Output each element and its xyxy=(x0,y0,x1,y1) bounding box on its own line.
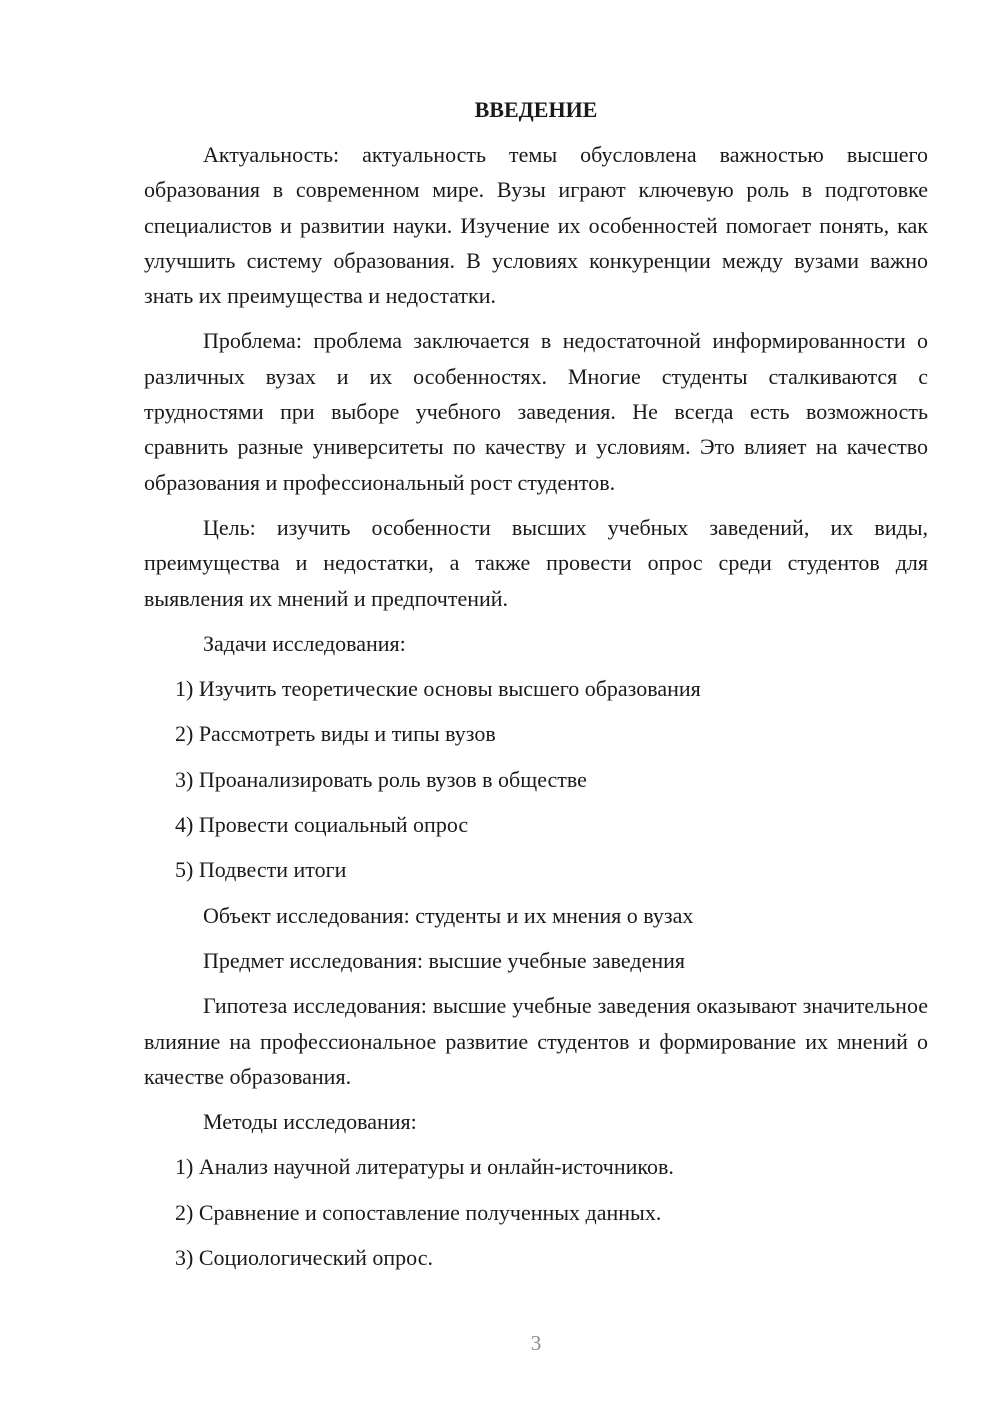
tasks-heading: Задачи исследования: xyxy=(203,630,406,656)
list-item: 3) Проанализировать роль вузов в обществе xyxy=(175,766,587,792)
problem-paragraph: Проблема: проблема заключается в недостаточной информированности о различных вузах и их особенностях. Многие студенты сталкиваются с трудностями при выборе учебного заведения. Не всегда есть возможность сравнить разные университеты по качеству и условиям. Это влияет на качество образования и профессиональный рост студентов. xyxy=(144,328,928,495)
list-item: 3) Социологический опрос. xyxy=(175,1245,433,1271)
hypothesis-paragraph: Гипотеза исследования: высшие учебные заведения оказывают значительное влияние на профессиональное развитие студентов и формирование их мнений о качестве образования. xyxy=(144,993,928,1089)
list-item: 1) Изучить теоретические основы высшего образования xyxy=(175,676,701,702)
page-title: ВВЕДЕНИЕ xyxy=(474,97,598,122)
tasks-list xyxy=(144,671,928,887)
list-item: 1) Анализ научной литературы и онлайн-источников. xyxy=(175,1154,674,1180)
research-subject: Предмет исследования: высшие учебные заведения xyxy=(203,947,686,973)
methods-heading: Методы исследования: xyxy=(203,1109,417,1135)
document-body xyxy=(144,92,928,1285)
goal-paragraph: Цель: изучить особенности высших учебных заведений, их виды, преимущества и недостатки, а также провести опрос среди студентов для выявления их мнений и предпочтений. xyxy=(144,514,928,611)
relevance-paragraph: Актуальность: актуальность темы обусловлена важностью высшего образования в современном мире. Вузы играют ключевую роль в подготовке специалистов и развитии науки. Изучение их особенностей помогает понять, как улучшить систему образования. В условиях конкуренции между вузами важно знать их преимущества и недостатки. xyxy=(144,142,928,309)
research-object: Объект исследования: студенты и их мнения о вузах xyxy=(203,902,694,928)
methods-list xyxy=(144,1149,928,1275)
page-number: 3 xyxy=(530,1331,542,1355)
list-item: 5) Подвести итоги xyxy=(175,857,347,883)
list-item: 4) Провести социальный опрос xyxy=(175,812,469,838)
list-item: 2) Рассмотреть виды и типы вузов xyxy=(175,721,496,747)
list-item: 2) Сравнение и сопоставление полученных данных. xyxy=(175,1199,662,1225)
